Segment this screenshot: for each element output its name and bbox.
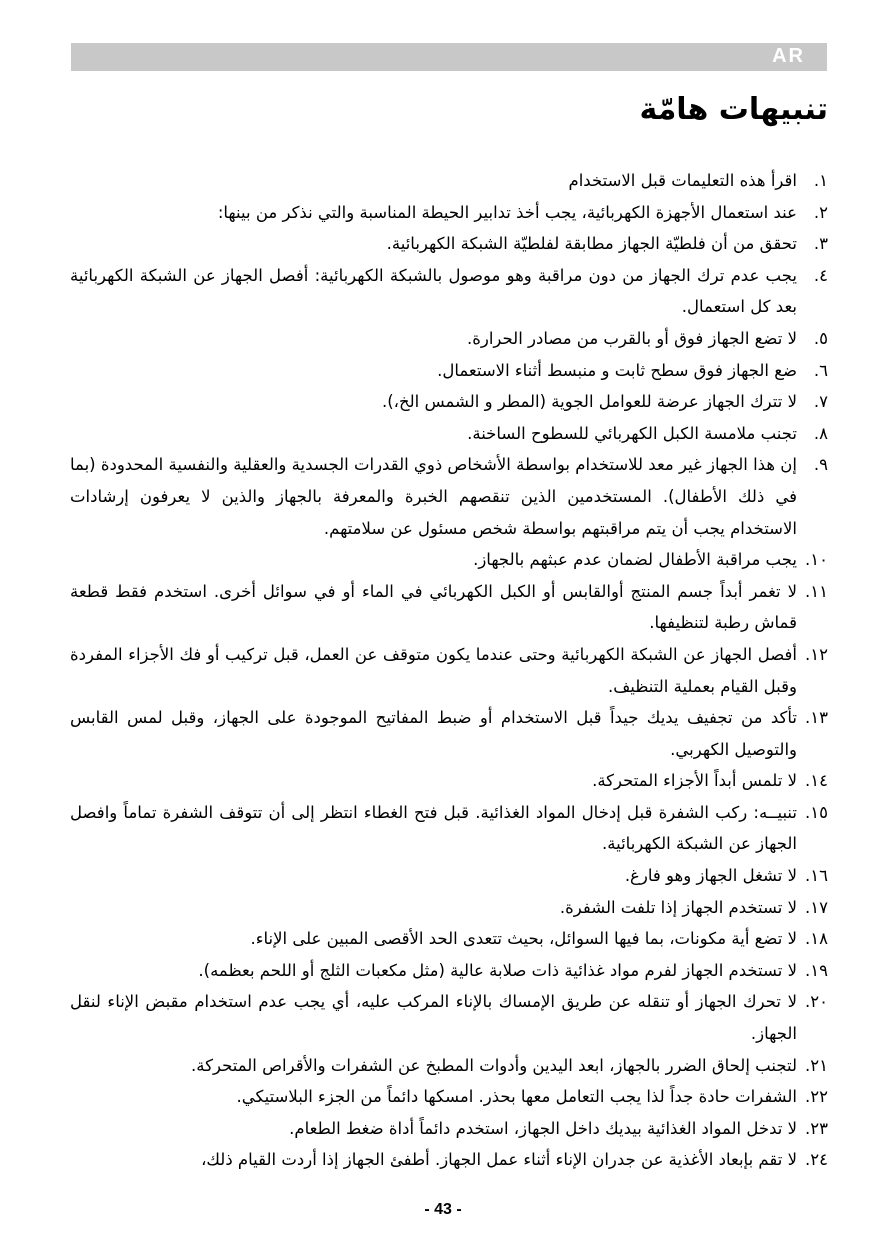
- instruction-number: ١٥.: [805, 802, 828, 822]
- instruction-text: اقرأ هذه التعليمات قبل الاستخدام: [568, 171, 797, 190]
- instruction-number: ١٣.: [805, 708, 828, 728]
- instruction-item: [70, 418, 828, 450]
- instruction-text: لا تترك الجهاز عرضة للعوامل الجوية (المطر و الشمس الخ،).: [381, 392, 797, 412]
- language-header-bar: [71, 43, 827, 71]
- instruction-text: تجنب ملامسة الكبل الكهربائي للسطوح الساخنة.: [467, 423, 797, 443]
- instruction-item: [70, 639, 828, 702]
- instruction-text: لا تستخدم الجهاز إذا تلفت الشفرة.: [559, 897, 797, 917]
- instruction-item: [70, 765, 828, 797]
- instruction-number: ١٦.: [805, 866, 828, 886]
- instruction-item: [70, 1144, 828, 1176]
- instruction-item: [70, 1050, 828, 1082]
- instruction-item: [70, 323, 828, 355]
- instruction-text: لا تشغل الجهاز وهو فارغ.: [624, 866, 797, 886]
- instruction-number: ٣.: [813, 234, 828, 254]
- instruction-text: عند استعمال الأجهزة الكهربائية، يجب أخذ تدابير الحيطة المناسبة والتي نذكر من بينها:: [217, 202, 797, 222]
- instruction-text: تنبيــه: ركب الشفرة قبل إدخال المواد الغذائية. قبل فتح الغطاء انتظر إلى أن تتوقف الشفرة تماماً وافصل الجهاز عن الشبكة الكهربائية.: [70, 802, 797, 854]
- instruction-number: ٧.: [813, 392, 828, 412]
- instruction-number: ١٢.: [805, 644, 828, 664]
- instruction-text: لا تلمس أبداً الأجزاء المتحركة.: [592, 771, 797, 791]
- instruction-item: [70, 355, 828, 387]
- instruction-text: ضع الجهاز فوق سطح ثابت و منبسط أثناء الاستعمال.: [437, 360, 797, 380]
- instruction-number: ٢٤.: [805, 1150, 828, 1170]
- instruction-item: [70, 197, 828, 229]
- instruction-item: [70, 1113, 828, 1145]
- instruction-text: تأكد من تجفيف يديك جيداً قبل الاستخدام أو ضبط المفاتيح الموجودة على الجهاز، وقبل لمس القابس والتوصيل الكهربي.: [70, 708, 797, 759]
- instruction-item: [70, 923, 828, 955]
- language-code: AR: [772, 45, 805, 67]
- instruction-item: [70, 165, 828, 197]
- instruction-item: [70, 797, 828, 860]
- instruction-number: ١.: [813, 171, 828, 190]
- instruction-number: ٢٢.: [805, 1087, 828, 1107]
- instruction-item: [70, 1081, 828, 1113]
- instruction-text: إن هذا الجهاز غير معد للاستخدام بواسطة الأشخاص ذوي القدرات الجسدية والعقلية والنفسية المحدودة (بما في ذلك الأطفال). المستخدمين الذين تنقصهم الخبرة والمعرفة بالجهاز والذين لا يعرفون إرشادات الاستخدام يجب أن يتم مراقبتهم بواسطة شخص مسئول عن سلامتهم.: [70, 455, 797, 538]
- instruction-text: لا تغمر أبداً جسم المنتج أوالقابس أو الكبل الكهربائي في الماء أو في سوائل أخرى. استخدم فقط قطعة قماش رطبة لتنظيفها.: [70, 581, 797, 633]
- instruction-text: لا تضع الجهاز فوق أو بالقرب من مصادر الحرارة.: [466, 328, 797, 348]
- instruction-number: ٢٣.: [805, 1118, 828, 1138]
- instruction-number: ١٠.: [805, 550, 828, 570]
- instruction-number: ٢١.: [805, 1055, 828, 1075]
- instruction-number: ٨.: [813, 423, 828, 443]
- instruction-number: ٥.: [813, 328, 828, 348]
- instruction-number: ٦.: [813, 360, 828, 380]
- instruction-item: [70, 702, 828, 765]
- instruction-number: ٢٠.: [805, 992, 828, 1012]
- instruction-number: ٩.: [813, 455, 828, 475]
- instructions-list: [70, 165, 828, 1176]
- instruction-text: لتجنب إلحاق الضرر بالجهاز، ابعد اليدين وأدوات المطبخ عن الشفرات والأقراص المتحركة.: [191, 1055, 797, 1075]
- instruction-text: لا تستخدم الجهاز لفرم مواد غذائية ذات صلابة عالية (مثل مكعبات الثلج أو اللحم بعظمه).: [198, 960, 797, 980]
- instruction-number: ١٧.: [805, 897, 828, 917]
- instruction-item: [70, 386, 828, 418]
- page-title: تنبيهات هامّة: [639, 92, 828, 127]
- instruction-text: أفصل الجهاز عن الشبكة الكهربائية وحتى عندما يكون متوقف عن العمل، قبل تركيب أو فك الأجزاء المفردة وقبل القيام بعملية التنظيف.: [70, 644, 797, 696]
- page-number: - 43 -: [424, 1201, 462, 1218]
- instruction-number: ٢.: [813, 202, 828, 222]
- instruction-item: [70, 986, 828, 1049]
- instruction-number: ١١.: [805, 581, 828, 601]
- instruction-text: لا تضع أية مكونات، بما فيها السوائل، بحيث تتعدى الحد الأقصى المبين على الإناء.: [250, 929, 797, 949]
- instruction-item: [70, 228, 828, 260]
- instruction-item: [70, 260, 828, 323]
- instruction-item: [70, 449, 828, 544]
- instruction-text: تحقق من أن فلطيّة الجهاز مطابقة لفلطيّة الشبكة الكهربائية.: [386, 234, 797, 254]
- instruction-number: ٤.: [813, 265, 828, 285]
- instruction-number: ١٨.: [805, 929, 828, 949]
- instruction-text: الشفرات حادة جداً لذا يجب التعامل معها بحذر. امسكها دائماً من الجزء البلاستيكي.: [236, 1087, 797, 1107]
- instruction-item: [70, 544, 828, 576]
- instruction-item: [70, 860, 828, 892]
- instruction-text: لا تقم بإبعاد الأغذية عن جدران الإناء أثناء عمل الجهاز. أطفئ الجهاز إذا أردت القيام ذلك،: [201, 1150, 797, 1170]
- instruction-item: [70, 576, 828, 639]
- instruction-number: ١٤.: [805, 771, 828, 791]
- instruction-item: [70, 955, 828, 987]
- instruction-text: لا تدخل المواد الغذائية بيديك داخل الجهاز، استخدم دائماً أداة ضغط الطعام.: [289, 1118, 797, 1138]
- instruction-text: لا تحرك الجهاز أو تنقله عن طريق الإمساك بالإناء المركب عليه، أي يجب عدم استخدام مقبض الإناء لنقل الجهاز.: [70, 992, 797, 1044]
- instruction-text: يجب عدم ترك الجهاز من دون مراقبة وهو موصول بالشبكة الكهربائية: أفصل الجهاز عن الشبكة الكهربائية بعد كل استعمال.: [70, 265, 797, 317]
- instruction-number: ١٩.: [805, 960, 828, 980]
- instruction-text: يجب مراقبة الأطفال لضمان عدم عبثهم بالجهاز.: [473, 550, 797, 570]
- instruction-item: [70, 892, 828, 924]
